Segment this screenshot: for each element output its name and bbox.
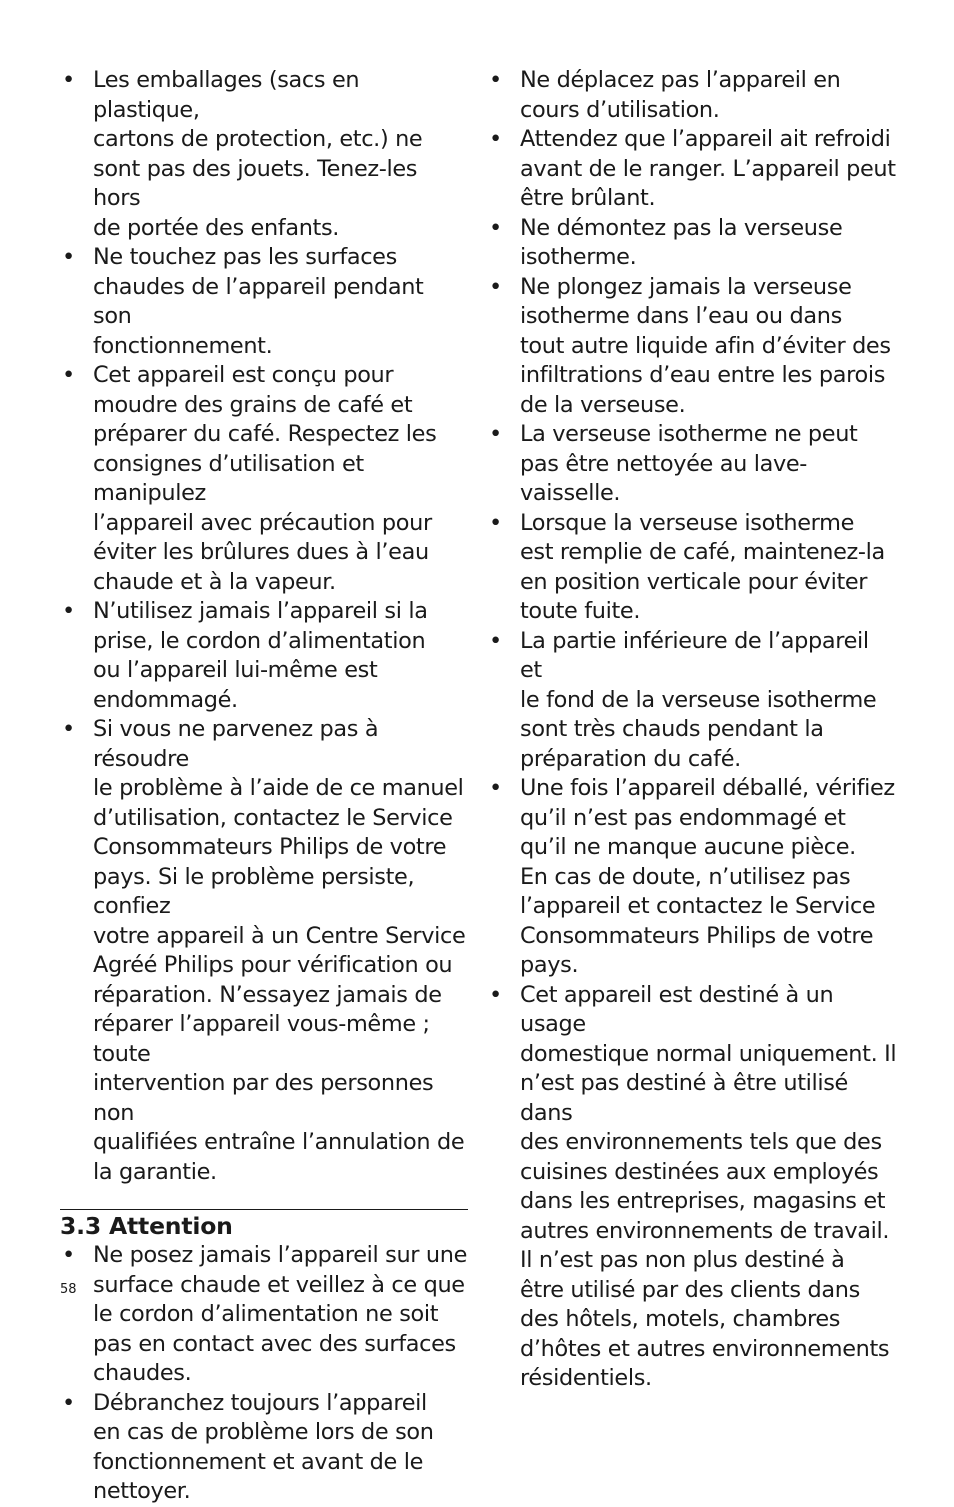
list-item: • Une fois l’appareil déballé, vérifiez qu’il n’est pas endommagé et qu’il ne manque aucune pièce. En cas de doute, n’utilisez pas l’appareil et contactez le Service Consommateurs Philips de votre pays. <box>487 774 897 981</box>
list-item: • Cet appareil est conçu pour moudre des grains de café et préparer du café. Respectez les consignes d’utilisation et manipulez l’appareil avec précaution pour éviter les brûlures dues à l’eau chaude et à la vapeur. <box>60 361 468 597</box>
list-item: • Ne démontez pas la verseuse isotherme. <box>487 214 897 273</box>
right-column <box>487 66 897 1394</box>
page-number: 58 <box>60 1282 77 1297</box>
list-item: • Attendez que l’appareil ait refroidi avant de le ranger. L’appareil peut être brûlant. <box>487 125 897 214</box>
section-heading: 3.3 Attention <box>60 1212 233 1240</box>
left-bullet-list <box>60 66 468 1187</box>
left-column <box>60 66 468 1507</box>
right-bullet-list <box>487 66 897 1394</box>
list-item: • La partie inférieure de l’appareil et le fond de la verseuse isotherme sont très chauds pendant la préparation du café. <box>487 627 897 775</box>
attention-bullet-list <box>60 1241 468 1507</box>
list-item: • La verseuse isotherme ne peut pas être nettoyée au lave-vaisselle. <box>487 420 897 509</box>
list-item: • Ne déplacez pas l’appareil en cours d’utilisation. <box>487 66 897 125</box>
attention-section <box>60 1209 468 1507</box>
list-item: • Ne posez jamais l’appareil sur une surface chaude et veillez à ce que le cordon d’alimentation ne soit pas en contact avec des surfaces chaudes. <box>60 1241 468 1389</box>
list-item: • Si vous ne parvenez pas à résoudre le problème à l’aide de ce manuel d’utilisation, contactez le Service Consommateurs Philips de votre pays. Si le problème persiste, confiez votre appareil à un Centre Service Agréé Philips pour vérification ou réparation. N’essayez jamais de réparer l’appareil vous-même ; toute intervention par des personnes non qualifiées entraîne l’annulation de la garantie. <box>60 715 468 1187</box>
list-item: • Cet appareil est destiné à un usage domestique normal uniquement. Il n’est pas destiné à être utilisé dans des environnements tels que des cuisines destinées aux employés dans les entreprises, magasins et autres environnements de travail. Il n’est pas non plus destiné à être utilisé par des clients dans des hôtels, motels, chambres d’hôtes et autres environnements résidentiels. <box>487 981 897 1394</box>
list-item: • Ne plongez jamais la verseuse isotherme dans l’eau ou dans tout autre liquide afin d’éviter des infiltrations d’eau entre les parois de la verseuse. <box>487 273 897 421</box>
list-item: • Ne touchez pas les surfaces chaudes de l’appareil pendant son fonctionnement. <box>60 243 468 361</box>
list-item: • Lorsque la verseuse isotherme est remplie de café, maintenez-la en position verticale pour éviter toute fuite. <box>487 509 897 627</box>
list-item: • N’utilisez jamais l’appareil si la prise, le cordon d’alimentation ou l’appareil lui-même est endommagé. <box>60 597 468 715</box>
list-item: • Les emballages (sacs en plastique, cartons de protection, etc.) ne sont pas des jouets. Tenez-les hors de portée des enfants. <box>60 66 468 243</box>
list-item: • Débranchez toujours l’appareil en cas de problème lors de son fonctionnement et avant de le nettoyer. <box>60 1389 468 1507</box>
